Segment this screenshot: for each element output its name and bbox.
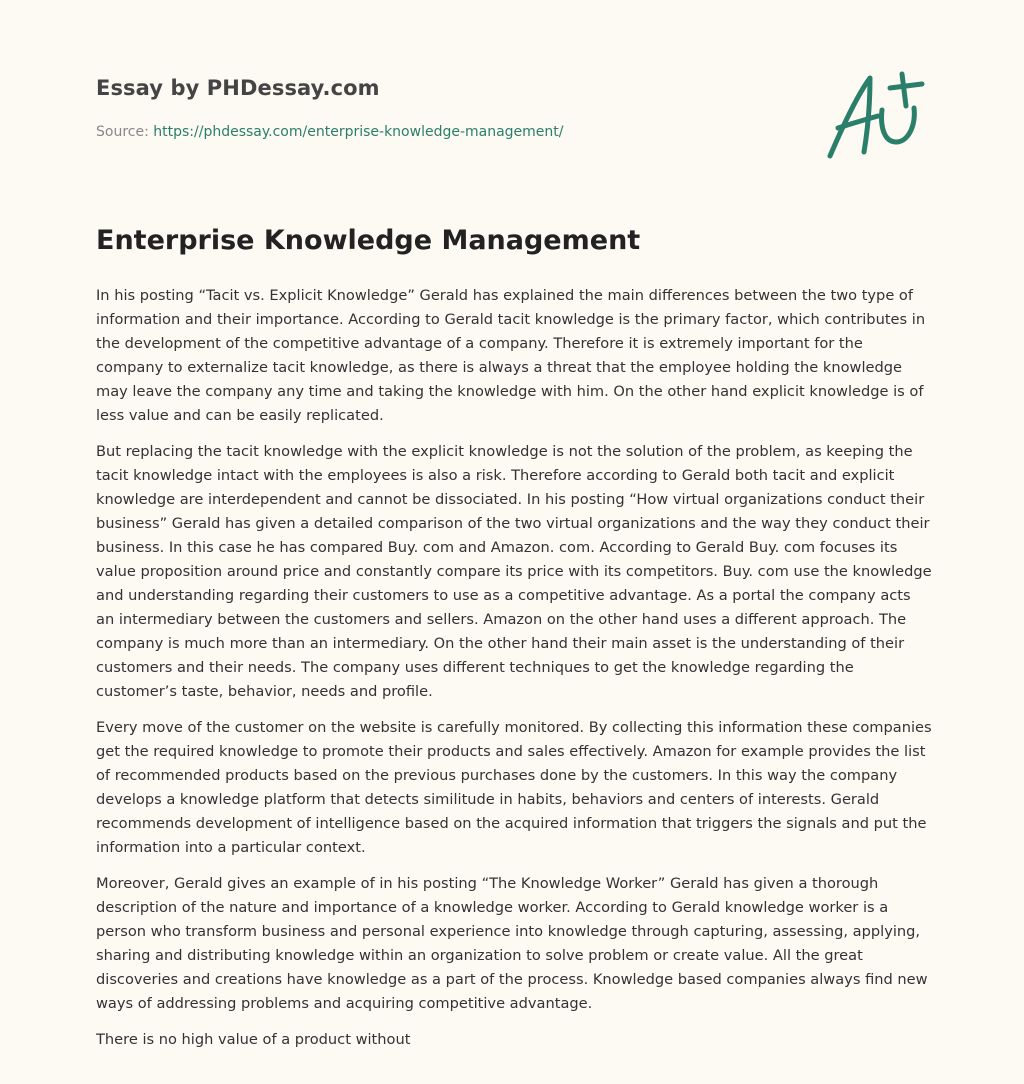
source-label: Source: [96, 124, 149, 140]
source-link[interactable]: https://phdessay.com/enterprise-knowledge-management/ [153, 124, 564, 140]
essay-paragraph: Every move of the customer on the website is carefully monitored. By collecting this information these companies get the required knowledge to promote their products and sales effectively. Amazon for example provides the list of recommended products based on the previous purchases done by the customers. In this way the company develops a knowledge platform that detects similitude in habits, behaviors and centers of interests. Gerald recommends development of intelligence based on the acquired information that triggers the signals and put the information into a particular context. [96, 719, 932, 856]
essay-paragraph: Moreover, Gerald gives an example of in his posting “The Knowledge Worker” Gerald has given a thorough description of the nature and importance of a knowledge worker. According to Gerald knowledge worker is a person who transform business and personal experience into knowledge through capturing, assessing, applying, sharing and distributing knowledge within an organization to solve problem or create value. All the great discoveries and creations have knowledge as a part of the process. Knowledge based companies always find new ways of addressing problems and acquiring competitive advantage. [96, 875, 928, 1012]
brand-title: Essay by PHDessay.com [96, 76, 380, 100]
a-plus-logo-icon [824, 66, 926, 164]
page-header [96, 72, 928, 172]
source-line [96, 124, 564, 140]
page-title: Enterprise Knowledge Management [96, 225, 641, 256]
essay-paragraph: But replacing the tacit knowledge with the explicit knowledge is not the solution of the problem, as keeping the tacit knowledge intact with the employees is also a risk. Therefore according to Gerald both tacit and explicit knowledge are interdependent and cannot be dissociated. In his posting “How virtual organizations conduct their business” Gerald has given a detailed comparison of the two virtual organizations and the way they conduct their business. In this case he has compared Buy. com and Amazon. com. According to Gerald Buy. com focuses its value proposition around price and constantly compare its price with its competitors. Buy. com use the knowledge and understanding regarding their customers to use as a competitive advantage. As a portal the company acts an intermediary between the customers and sellers. Amazon on the other hand uses a different approach. The company is much more than an intermediary. On the other hand their main asset is the understanding of their customers and their needs. The company uses different techniques to get the knowledge regarding the customer’s taste, behavior, needs and profile. [96, 443, 932, 700]
essay-paragraph: In his posting “Tacit vs. Explicit Knowledge” Gerald has explained the main differences between the two type of information and their importance. According to Gerald tacit knowledge is the primary factor, which contributes in the development of the competitive advantage of a company. Therefore it is extremely important for the company to externalize tacit knowledge, as there is always a threat that the employee holding the knowledge may leave the company any time and taking the knowledge with him. On the other hand explicit knowledge is of less value and can be easily replicated. [96, 287, 926, 424]
essay-body [96, 284, 932, 1064]
essay-paragraph: There is no high value of a product without [96, 1031, 411, 1048]
